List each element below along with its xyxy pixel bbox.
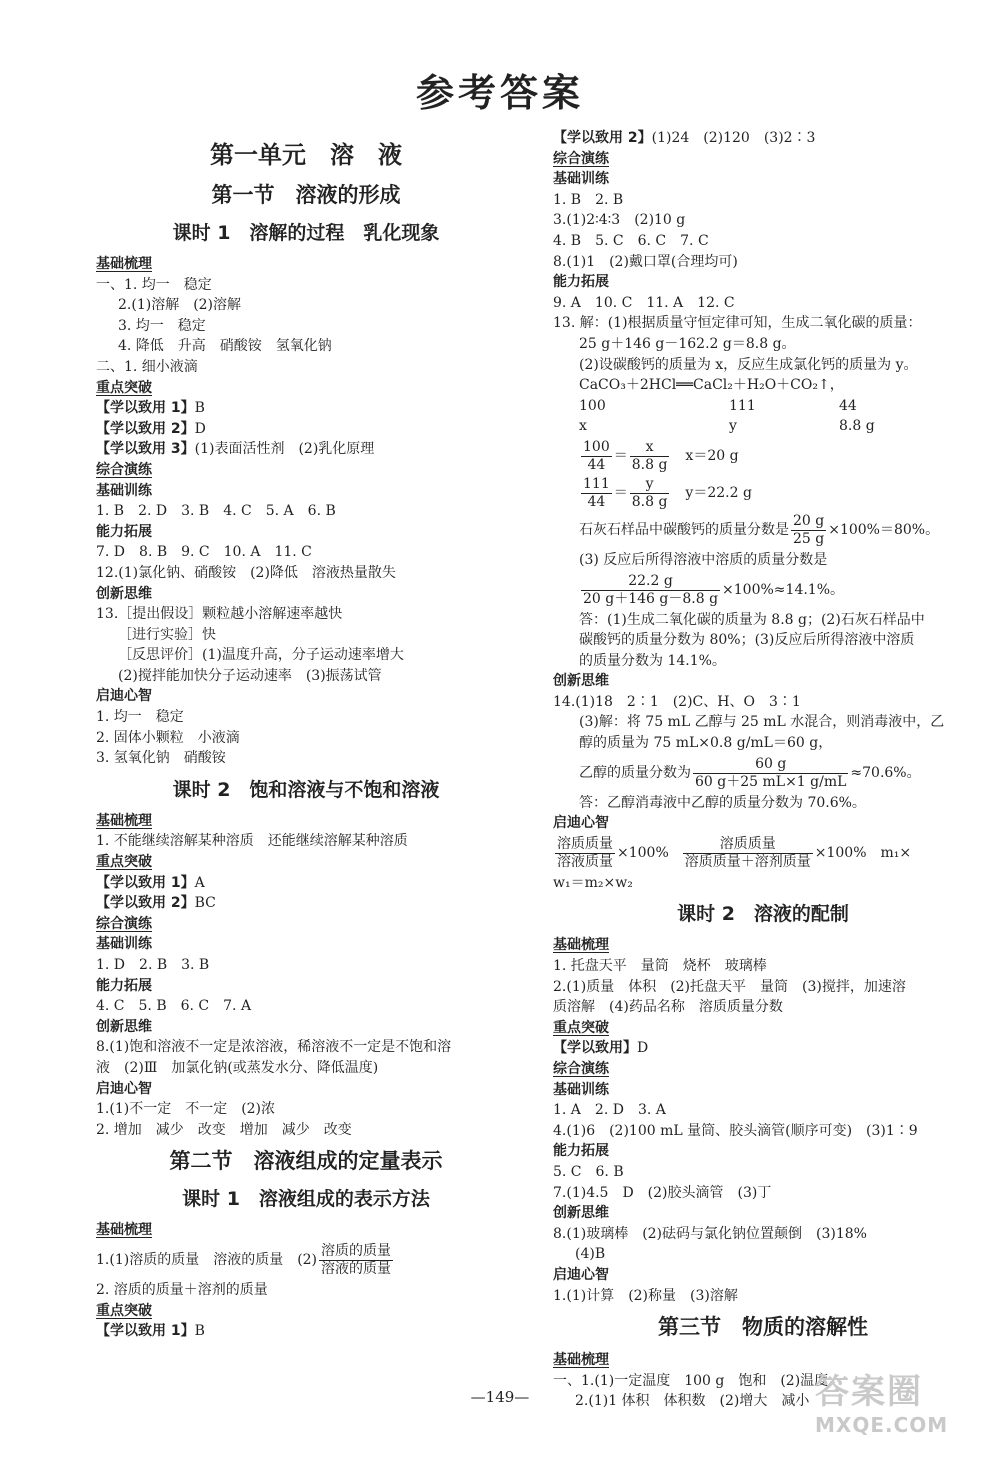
answer-line: (2)搅拌能加快分子运动速率 (3)振荡试管 <box>118 667 382 684</box>
section-heading: 第二节 溶液组成的定量表示 <box>169 1149 443 1174</box>
answer-value: D <box>637 1040 649 1057</box>
answer-text: ×100%＝80%。 <box>828 522 940 539</box>
answer-line: (3) 反应后所得溶液中溶质的质量分数是 <box>579 551 828 568</box>
subheading: 综合演练 <box>96 461 152 478</box>
answer-line: 12.(1)氯化钠、硝酸铵 (2)降低 溶液热量散失 <box>96 564 396 581</box>
fraction-numerator: 60 g <box>693 756 848 774</box>
subheading: 基础训练 <box>553 1081 609 1098</box>
fraction-denominator: 溶质质量＋溶剂质量 <box>684 853 811 870</box>
answer-line: 4. 降低 升高 硝酸铵 氢氧化钠 <box>118 338 332 355</box>
answer-line: ［进行实验］快 <box>118 626 216 643</box>
chemical-equation: CaCO₃＋2HCl══CaCl₂＋H₂O＋CO₂↑， <box>579 377 844 394</box>
answer-line: 的质量分数为 14.1%。 <box>579 652 726 669</box>
left-column <box>96 128 516 1342</box>
answer-value: D <box>194 420 206 437</box>
answer-value: (1)24 (2)120 (3)2∶3 <box>651 130 816 146</box>
answer-line: 4. C 5. B 6. C 7. A <box>96 998 252 1015</box>
answer-line: 2.(1)溶解 (2)溶解 <box>118 297 242 314</box>
answer-line: 4.(1)6 (2)100 mL 量筒、胶头滴管(顺序可变) (3)1∶9 <box>553 1122 918 1139</box>
fraction-denominator: 溶液质量 <box>557 853 613 870</box>
subheading: 重点突破 <box>96 854 152 871</box>
fraction-denominator: 44 <box>587 456 606 473</box>
subheading: 基础梳理 <box>96 256 152 272</box>
answer-line: 碳酸钙的质量分数为 80%；(3)反应后所得溶液中溶质 <box>579 632 915 649</box>
answer-line <box>96 893 516 914</box>
answer-line: 2. 溶质的质量＋溶剂的质量 <box>96 1281 268 1298</box>
answer-line: 1. B 2. D 3. B 4. C 5. A 6. B <box>96 503 336 520</box>
tag-label: 【学以致用 2】 <box>553 130 652 146</box>
section-heading: 第一节 溶液的形成 <box>211 183 401 207</box>
tag-label: 【学以致用 2】 <box>96 420 195 437</box>
subheading: 创新思维 <box>96 1018 152 1035</box>
fraction-denominator: 20 g＋146 g－8.8 g <box>583 590 719 607</box>
subheading: 能力拓展 <box>553 1143 609 1160</box>
answer-line: 7. D 8. B 9. C 10. A 11. C <box>96 544 312 561</box>
fraction-denominator: 25 g <box>793 530 825 547</box>
answer-line: 1. 均一 稳定 <box>96 709 184 726</box>
answer-line: 2.(1)1 体积 体积数 (2)增大 减小 <box>575 1393 810 1410</box>
answer-line: 二、1. 细小液滴 <box>96 358 198 375</box>
answer-line: 一、1. 均一 稳定 <box>96 276 212 293</box>
subheading: 创新思维 <box>553 1205 609 1222</box>
answer-text: ×100% <box>617 845 669 862</box>
answer-line <box>553 513 973 548</box>
answer-line: 4. B 5. C 6. C 7. C <box>553 232 709 249</box>
subheading: 能力拓展 <box>553 274 609 291</box>
subheading: 启迪心智 <box>96 1080 152 1097</box>
answer-line: 8.(1)1 (2)戴口罩(合理均可) <box>553 253 738 270</box>
fraction <box>555 836 615 871</box>
fraction-denominator: 44 <box>587 493 606 510</box>
fraction-numerator: 20 g <box>793 512 825 529</box>
page-title: 参考答案 <box>415 71 584 115</box>
answer-line: 1.(1)不一定 不一定 (2)浓 <box>96 1101 276 1118</box>
subheading: 重点突破 <box>96 1302 152 1319</box>
answer-value: BC <box>194 895 216 912</box>
answer-value: B <box>194 400 205 417</box>
subheading: 能力拓展 <box>96 977 152 994</box>
fraction-equation: $\frac{111}{44}$ ＝ $\frac{y}{8.8 g}$ y＝22.2 g <box>583 475 752 510</box>
fraction-denominator: 8.8 g <box>631 493 668 510</box>
answer-line: 13. 解：(1)根据质量守恒定律可知，生成二氧化碳的质量： <box>553 315 922 332</box>
page-number: —149— <box>470 1388 530 1406</box>
answer-line: 1. B 2. B <box>553 191 624 208</box>
subheading: 启迪心智 <box>553 1266 609 1283</box>
answer-line: 液 (2)Ⅲ 加氯化钠(或蒸发水分、降低温度) <box>96 1059 379 1076</box>
answer-line: 25 g＋146 g－162.2 g＝8.8 g。 <box>579 335 796 352</box>
subheading: 基础梳理 <box>553 937 609 954</box>
fraction-numerator: 溶质的质量 <box>321 1242 392 1259</box>
fraction-numerator: 溶质质量 <box>557 835 613 852</box>
answer-line: (4)B <box>575 1246 606 1263</box>
fraction <box>630 476 670 511</box>
tag-label: 【学以致用 2】 <box>96 895 195 912</box>
lesson-heading: 课时 1 溶解的过程 乳化现象 <box>172 222 440 244</box>
subheading: 启迪心智 <box>553 815 609 832</box>
answer-line <box>96 1243 516 1278</box>
fraction <box>791 513 826 548</box>
tag-label: 【学以致用 1】 <box>96 874 195 891</box>
tag-label: 【学以致用 1】 <box>96 1323 195 1340</box>
unit-heading: 第一单元 溶 液 <box>210 141 402 169</box>
subheading: 创新思维 <box>553 673 609 690</box>
equation-value: y <box>729 418 737 435</box>
answer-line: 2.(1)质量 体积 (2)托盘天平 量筒 (3)搅拌，加速溶 <box>553 978 906 995</box>
fraction-equation: $\frac{100}{44}$ ＝ $\frac{x}{8.8 g}$ x＝20 g <box>583 438 739 473</box>
subheading: 重点突破 <box>553 1019 609 1036</box>
right-column <box>553 128 973 1412</box>
answer-line: 质溶解 (4)药品名称 溶质质量分数 <box>553 999 783 1016</box>
fraction <box>581 573 720 608</box>
tag-label: 【学以致用】 <box>553 1040 637 1057</box>
fraction-denominator: 60 g＋25 mL×1 g/mL <box>695 773 847 790</box>
subheading: 综合演练 <box>553 1061 609 1077</box>
fraction-denominator: 8.8 g <box>631 456 668 473</box>
answer-line: 7.(1)4.5 D (2)胶头滴管 (3)丁 <box>553 1184 772 1201</box>
fraction <box>319 1243 393 1278</box>
answer-line: 13.［提出假设］颗粒越小溶解速率越快 <box>96 606 343 623</box>
fraction-numerator: 111 <box>583 475 610 492</box>
answer-line: 1. 托盘天平 量筒 烧杯 玻璃棒 <box>553 958 767 975</box>
answer-line: (2)设碳酸钙的质量为 x，反应生成氯化钙的质量为 y。 <box>579 356 918 373</box>
answer-line: 9. A 10. C 11. A 12. C <box>553 294 735 311</box>
equation-value: 111 <box>729 397 756 414</box>
answer-text: ×100% m₁× <box>814 845 912 862</box>
answer-text: ×100%≈14.1%。 <box>722 581 845 598</box>
fraction <box>581 476 612 511</box>
equation-row <box>553 396 973 417</box>
answer-line <box>553 573 973 608</box>
answer-value: B <box>194 1323 205 1340</box>
answer-line: 5. C 6. B <box>553 1163 624 1180</box>
subheading: 基础训练 <box>96 482 152 499</box>
subheading: 创新思维 <box>96 585 152 602</box>
subheading: 基础梳理 <box>553 1352 609 1369</box>
answer-line: 8.(1)玻璃棒 (2)砝码与氯化钠位置颠倒 (3)18% <box>553 1225 867 1242</box>
answer-value: (1)表面活性剂 (2)乳化原理 <box>194 441 375 458</box>
answer-text: ≈70.6%。 <box>850 764 921 781</box>
answer-line <box>553 128 973 149</box>
answer-line: 一、1.(1)一定温度 100 g 饱和 (2)温度 <box>553 1372 829 1389</box>
answer-line <box>553 836 973 871</box>
answer-value: A <box>194 874 205 891</box>
answer-line: (3)解：将 75 mL 乙醇与 25 mL 水混合，则消毒液中，乙 <box>579 714 945 731</box>
tag-label: 【学以致用 1】 <box>96 400 195 417</box>
equation-value: 100 <box>579 397 606 414</box>
subheading: 基础梳理 <box>96 812 152 829</box>
lesson-heading: 课时 1 溶液组成的表示方法 <box>182 1188 430 1211</box>
fraction-numerator: 溶质质量 <box>683 836 813 854</box>
subheading: 基础梳理 <box>96 1222 152 1239</box>
answer-line <box>553 1038 973 1059</box>
answer-line: 14.(1)18 2∶1 (2)C、H、O 3∶1 <box>553 693 801 710</box>
answer-line: 答：乙醇消毒液中乙醇的质量分数为 70.6%。 <box>579 794 866 811</box>
fraction-numerator: y <box>630 476 670 494</box>
fraction <box>693 756 848 791</box>
equation-value: 44 <box>839 397 857 414</box>
fraction <box>683 836 813 871</box>
fraction-numerator: 22.2 g <box>581 573 720 591</box>
fraction-denominator: 溶液的质量 <box>321 1260 392 1277</box>
answer-line <box>96 398 516 419</box>
answer-line: ［反思评价］(1)温度升高，分子运动速率增大 <box>118 647 404 664</box>
subheading: 综合演练 <box>96 915 152 932</box>
answer-line <box>96 419 516 440</box>
answer-line: 1.(1)计算 (2)称量 (3)溶解 <box>553 1287 738 1304</box>
answer-text: 1.(1)溶质的质量 溶液的质量 (2) <box>96 1252 318 1269</box>
lesson-heading: 课时 2 溶液的配制 <box>677 903 849 926</box>
subheading: 能力拓展 <box>96 523 152 540</box>
answer-line: 1. 不能继续溶解某种溶质 还能继续溶解某种溶质 <box>96 833 408 850</box>
answer-line: w₁＝m₂×w₂ <box>553 874 633 891</box>
equation-result: y＝22.2 g <box>685 485 752 502</box>
equation-value: 8.8 g <box>839 418 875 435</box>
answer-line: 1. A 2. D 3. A <box>553 1102 666 1119</box>
equation-row <box>553 416 973 437</box>
answer-text: 乙醇的质量分数为 <box>579 764 691 781</box>
subheading: 综合演练 <box>553 150 609 167</box>
answer-line <box>96 1321 516 1342</box>
answer-line: 3. 均一 稳定 <box>118 317 206 334</box>
subheading: 启迪心智 <box>96 688 152 705</box>
answer-line <box>96 873 516 894</box>
fraction-numerator: 100 <box>583 438 610 455</box>
answer-line: 3. 氢氧化钠 硝酸铵 <box>96 750 226 767</box>
watermark-logo <box>815 1372 985 1452</box>
equation-value: x <box>579 418 587 435</box>
lesson-heading: 课时 2 饱和溶液与不饱和溶液 <box>172 778 440 801</box>
subheading: 重点突破 <box>96 379 152 396</box>
answer-line: 答：(1)生成二氧化碳的质量为 8.8 g；(2)石灰石样品中 <box>579 611 925 628</box>
fraction <box>630 439 670 474</box>
answer-line: 1. D 2. B 3. B <box>96 957 210 973</box>
answer-line <box>96 439 516 460</box>
subheading: 基础训练 <box>96 936 152 953</box>
fraction-numerator: x <box>630 439 670 457</box>
answer-line: 2. 增加 减少 改变 增加 减少 改变 <box>96 1121 352 1138</box>
answer-line: 醇的质量为 75 mL×0.8 g/mL＝60 g， <box>579 735 833 752</box>
answer-line: 8.(1)饱和溶液不一定是浓溶液，稀溶液不一定是不饱和溶 <box>96 1039 452 1056</box>
answer-line <box>553 756 973 791</box>
answer-line: 3.(1)2∶4∶3 (2)10 g <box>553 212 686 229</box>
equation-result: x＝20 g <box>685 448 739 465</box>
tag-label: 【学以致用 3】 <box>96 441 195 458</box>
answer-line: 2. 固体小颗粒 小液滴 <box>96 729 240 746</box>
watermark-text: 答案圈 <box>815 1372 923 1412</box>
watermark-url: MXQE.COM <box>815 1413 949 1437</box>
answer-text: 石灰石样品中碳酸钙的质量分数是 <box>579 522 789 539</box>
fraction <box>581 439 612 474</box>
section-heading: 第三节 物质的溶解性 <box>658 1315 868 1340</box>
subheading: 基础训练 <box>553 171 609 188</box>
